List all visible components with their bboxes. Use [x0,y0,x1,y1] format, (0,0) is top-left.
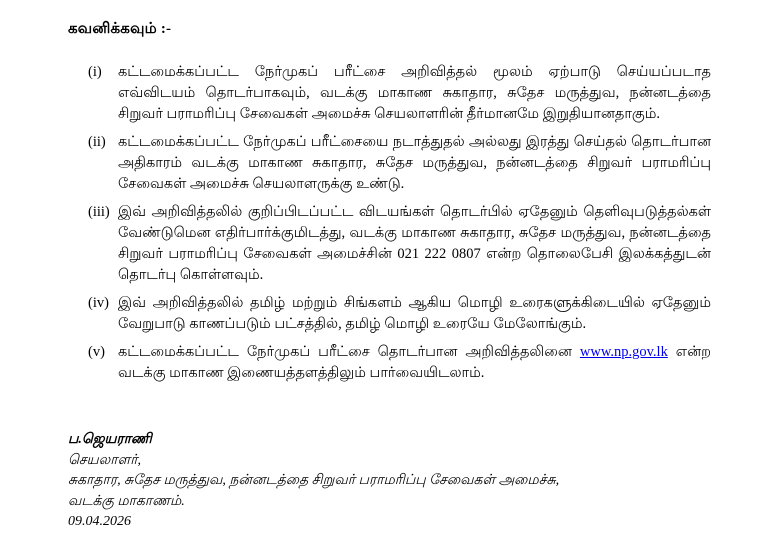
note-number-iii: (iii) [88,204,110,220]
signatory-province: வடக்கு மாகாணம். [68,493,185,509]
note-text-iv: இவ் அறிவித்தலில் தமிழ் மற்றும் சிங்களம் ஆகிய மொழி உரைகளுக்கிடையில் ஏதேனும் வேறுபாடு காணப்படும் பட்சத்தில், தமிழ் மொழி உரையே மேலோங்கும். [118,295,711,332]
signatory-ministry: சுகாதார, சுதேச மருத்துவ, நன்னடத்தை சிறுவர் பராமரிப்பு சேவைகள் அமைச்சு, [68,473,560,488]
note-number-v: (v) [88,344,105,360]
note-text-after-link: என்ற வடக்கு மாகாண இணையத்தளத்திலும் பார்வையிடலாம். [118,344,712,381]
note-item-3 [88,202,711,286]
signatory-designation: செயலாளர், [68,452,142,468]
note-number-i: (i) [88,64,102,80]
note-text-iii: இவ் அறிவித்தலில் குறிப்பிடப்பட்ட விடயங்கள் தொடர்பில் ஏதேனும் தெளிவுபடுத்தல்கள் வேண்டுமென எதிர்பார்க்குமிடத்து, வடக்கு மாகாண சுகாதார, சுதேச மருத்துவ, நன்னடத்தை சிறுவர் பராமரிப்பு சேவைகள் அமைச்சின் 021 222 0807 என்ற தொலைபேசி இலக்கத்துடன் தொடர்பு கொள்ளவும். [118,204,711,283]
note-item-1 [88,62,711,125]
note-item-5 [88,342,711,384]
signature-block [68,430,711,533]
np-gov-lk-link[interactable]: www.np.gov.lk [579,344,668,360]
notes-list [68,62,711,384]
signature-date: 09.04.2026 [68,514,131,529]
note-text-ii: கட்டமைக்கப்பட்ட நேர்முகப் பரீட்சையை நடாத்துதல் அல்லது இரத்து செய்தல் தொடர்பான அதிகாரம் வடக்கு மாகாண சுகாதார, சுதேச மருத்துவ, நன்னடத்தை சிறுவர் பராமரிப்பு சேவைகள் அமைச்சு செயலாளருக்கு உண்டு. [118,134,711,192]
note-text-v [118,342,711,384]
note-text-i: கட்டமைக்கப்பட்ட நேர்முகப் பரீட்சை அறிவித்தல் மூலம் ஏற்பாடு செய்யப்படாத எவ்விடயம் தொடர்பாகவும், வடக்கு மாகாண சுகாதார, சுதேச மருத்துவ, நன்னடத்தை சிறுவர் பராமரிப்பு சேவைகள் அமைச்சு செயலாளரின் தீர்மானமே இறுதியானதாகும். [118,64,711,122]
signatory-name: ப.ஜெயராணி [68,432,152,447]
note-number-iv: (iv) [88,295,109,311]
note-item-4 [88,293,711,335]
note-text-before-link: கட்டமைக்கப்பட்ட நேர்முகப் பரீட்சை தொடர்பான அறிவித்தலினை [118,344,572,360]
note-number-ii: (ii) [88,134,106,150]
note-item-2 [88,132,711,195]
page-title: கவனிக்கவும் :- [68,21,172,37]
